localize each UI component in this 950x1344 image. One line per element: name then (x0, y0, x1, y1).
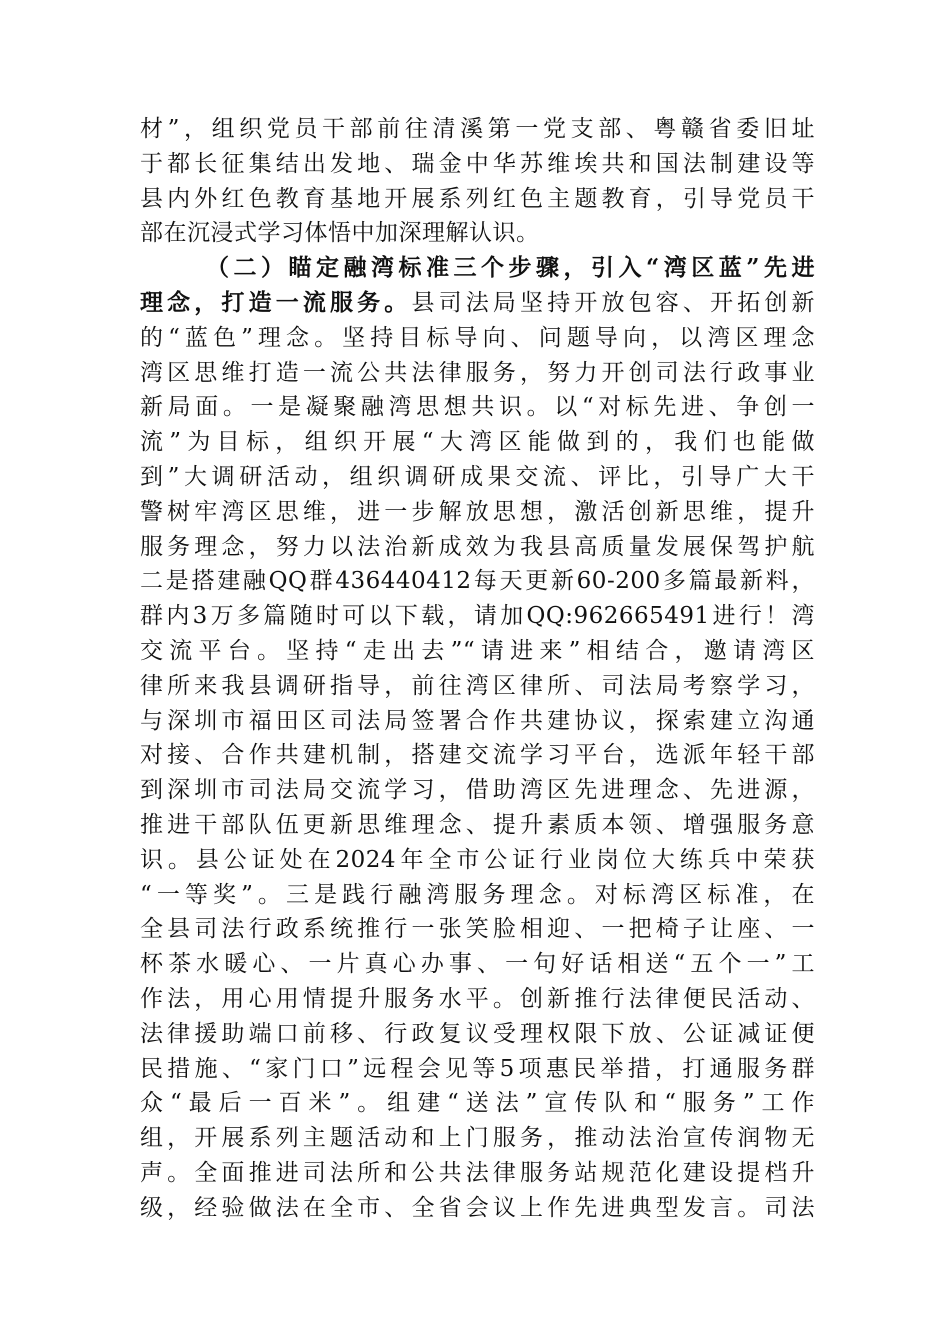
text-line: 声。全面推进司法所和公共法律服务站规范化建设提档升 (140, 1159, 815, 1186)
text-line-mixed (140, 286, 815, 321)
text-line: 到”大调研活动，组织调研成果交流、评比，引导广大干 (140, 463, 815, 490)
text-line: 县内外红色教育基地开展系列红色主题教育，引导党员干 (140, 185, 815, 212)
text-line: 服务理念，努力以法治新成效为我县高质量发展保驾护航 (140, 533, 815, 560)
text-line: 众“最后一百米”。组建“送法”宣传队和“服务”工作 (140, 1090, 815, 1117)
text-line: 材”，组织党员干部前往清溪第一党支部、粤赣省委旧址 (140, 116, 815, 142)
text-line: 的“蓝色”理念。坚持目标导向、问题导向，以湾区理念 (140, 324, 815, 351)
text-line: 二是搭建融QQ群436440412每天更新60-200多篇最新料， (140, 568, 815, 595)
text-line: 级，经验做法在全市、全省会议上作先进典型发言。司法 (140, 1194, 815, 1221)
text-line: 推进干部队伍更新思维理念、提升素质本领、增强服务意 (140, 811, 815, 838)
text-line: 警树牢湾区思维，进一步解放思想，激活创新思维，提升 (140, 498, 815, 525)
text-line: 法律援助端口前移、行政复议受理权限下放、公证减证便 (140, 1020, 815, 1047)
text-line: 对接、合作共建机制，搭建交流学习平台，选派年轻干部 (140, 742, 815, 769)
text-line: 识。县公证处在2024年全市公证行业岗位大练兵中荣获 (140, 846, 815, 873)
text-line: 湾区思维打造一流公共法律服务，努力开创司法行政事业 (140, 359, 815, 386)
text-line: 全县司法行政系统推行一张笑脸相迎、一把椅子让座、一 (140, 916, 815, 943)
text-line: 杯茶水暖心、一片真心办事、一句好话相送“五个一”工 (140, 951, 815, 978)
section-heading-line: （二）瞄定融湾标准三个步骤，引入“湾区蓝”先进 (206, 254, 815, 282)
text-line: 新局面。一是凝聚融湾思想共识。以“对标先进、争创一 (140, 394, 815, 421)
text-line: “一等奖”。三是践行融湾服务理念。对标湾区标准，在 (140, 881, 815, 908)
section-heading-end: 理念，打造一流服务。 (140, 288, 412, 316)
text-line: 组，开展系列主题活动和上门服务，推动法治宣传润物无 (140, 1125, 815, 1152)
text-line: 于都长征集结出发地、瑞金中华苏维埃共和国法制建设等 (140, 150, 815, 177)
text-line: 到深圳市司法局交流学习，借助湾区先进理念、先进源， (140, 777, 815, 804)
text-line: 群内3万多篇随时可以下载，请加QQ:962665491进行！湾 (140, 603, 815, 630)
text-line: 与深圳市福田区司法局签署合作共建协议，探索建立沟通 (140, 707, 815, 734)
text-line: 民措施、“家门口”远程会见等5项惠民举措，打通服务群 (140, 1055, 815, 1082)
document-body (140, 112, 815, 1226)
text-line: 交流平台。坚持“走出去”“请进来”相结合，邀请湾区 (140, 637, 815, 664)
text-line: 部在沉浸式学习体悟中加深理解认识。 (140, 220, 540, 247)
text-line: 流”为目标，组织开展“大湾区能做到的，我们也能做 (140, 429, 815, 456)
text-segment: 县司法局坚持开放包容、开拓创新 (411, 289, 815, 316)
text-line: 律所来我县调研指导，前往湾区律所、司法局考察学习， (140, 672, 815, 699)
text-line: 作法，用心用情提升服务水平。创新推行法律便民活动、 (140, 985, 815, 1012)
